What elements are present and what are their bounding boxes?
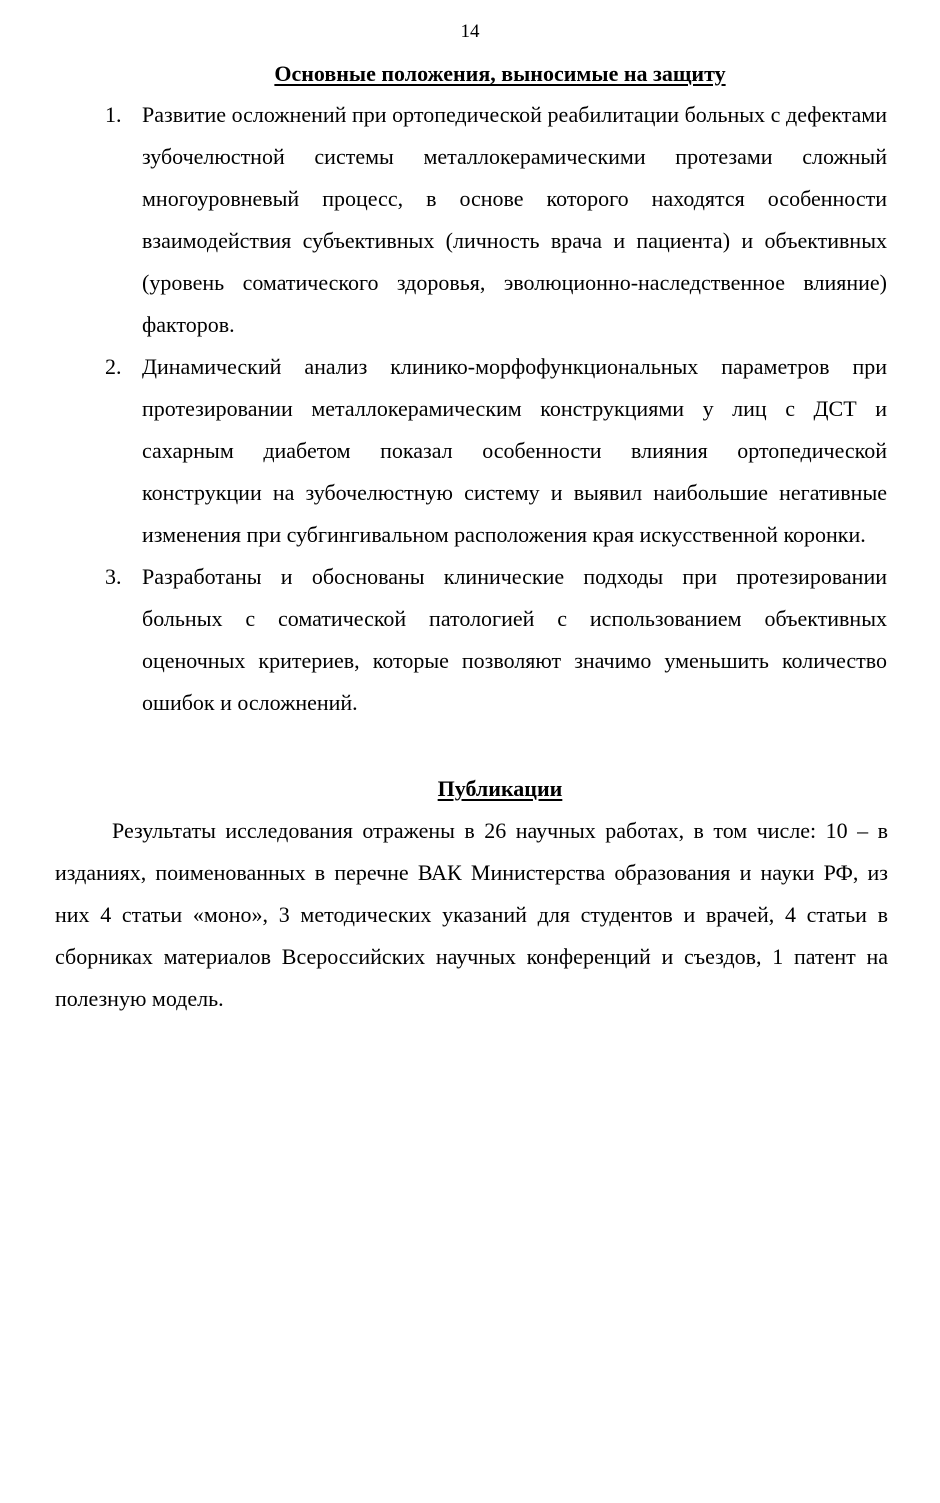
defense-points-list bbox=[105, 94, 887, 724]
list-item bbox=[105, 556, 887, 724]
page-number: 14 bbox=[460, 21, 480, 42]
list-item-text: Развитие осложнений при ортопедической реабилитации больных с дефектами зубочелюстной системы металлокерамическими протезами сложный многоуровневый процесс, в основе которого находятся особенности взаимодействия субъективных (личность врача и пациента) и объективных (уровень соматического здоровья, эволюционно-наследственное влияние) факторов. bbox=[142, 102, 887, 337]
list-item-number: 2. bbox=[105, 354, 122, 379]
list-item-text: Разработаны и обоснованы клинические подходы при протезировании больных с соматической патологией с использованием объективных оценочных критериев, которые позволяют значимо уменьшить количество ошибок и осложнений. bbox=[142, 564, 887, 715]
section-heading-publications: Публикации bbox=[437, 776, 563, 801]
section-heading-defense-points: Основные положения, выносимые на защиту bbox=[274, 61, 726, 86]
list-item-number: 1. bbox=[105, 102, 122, 127]
list-item-number: 3. bbox=[105, 564, 122, 589]
list-item-text: Динамический анализ клинико-морфофункциональных параметров при протезировании металлокерамическим конструкциями у лиц с ДСТ и сахарным диабетом показал особенности влияния ортопедической конструкции на зубочелюстную систему и выявил наибольшие негативные изменения при субгингивальном расположения края искусственной коронки. bbox=[142, 354, 887, 547]
publications-paragraph: Результаты исследования отражены в 26 научных работах, в том числе: 10 – в изданиях, поименованных в перечне ВАК Министерства образования и науки РФ, из них 4 статьи «моно», 3 методических указаний для студентов и врачей, 4 статьи в сборниках материалов Всероссийских научных конференций и съездов, 1 патент на полезную модель. bbox=[55, 818, 888, 1011]
list-item bbox=[105, 94, 887, 346]
list-item bbox=[105, 346, 887, 556]
